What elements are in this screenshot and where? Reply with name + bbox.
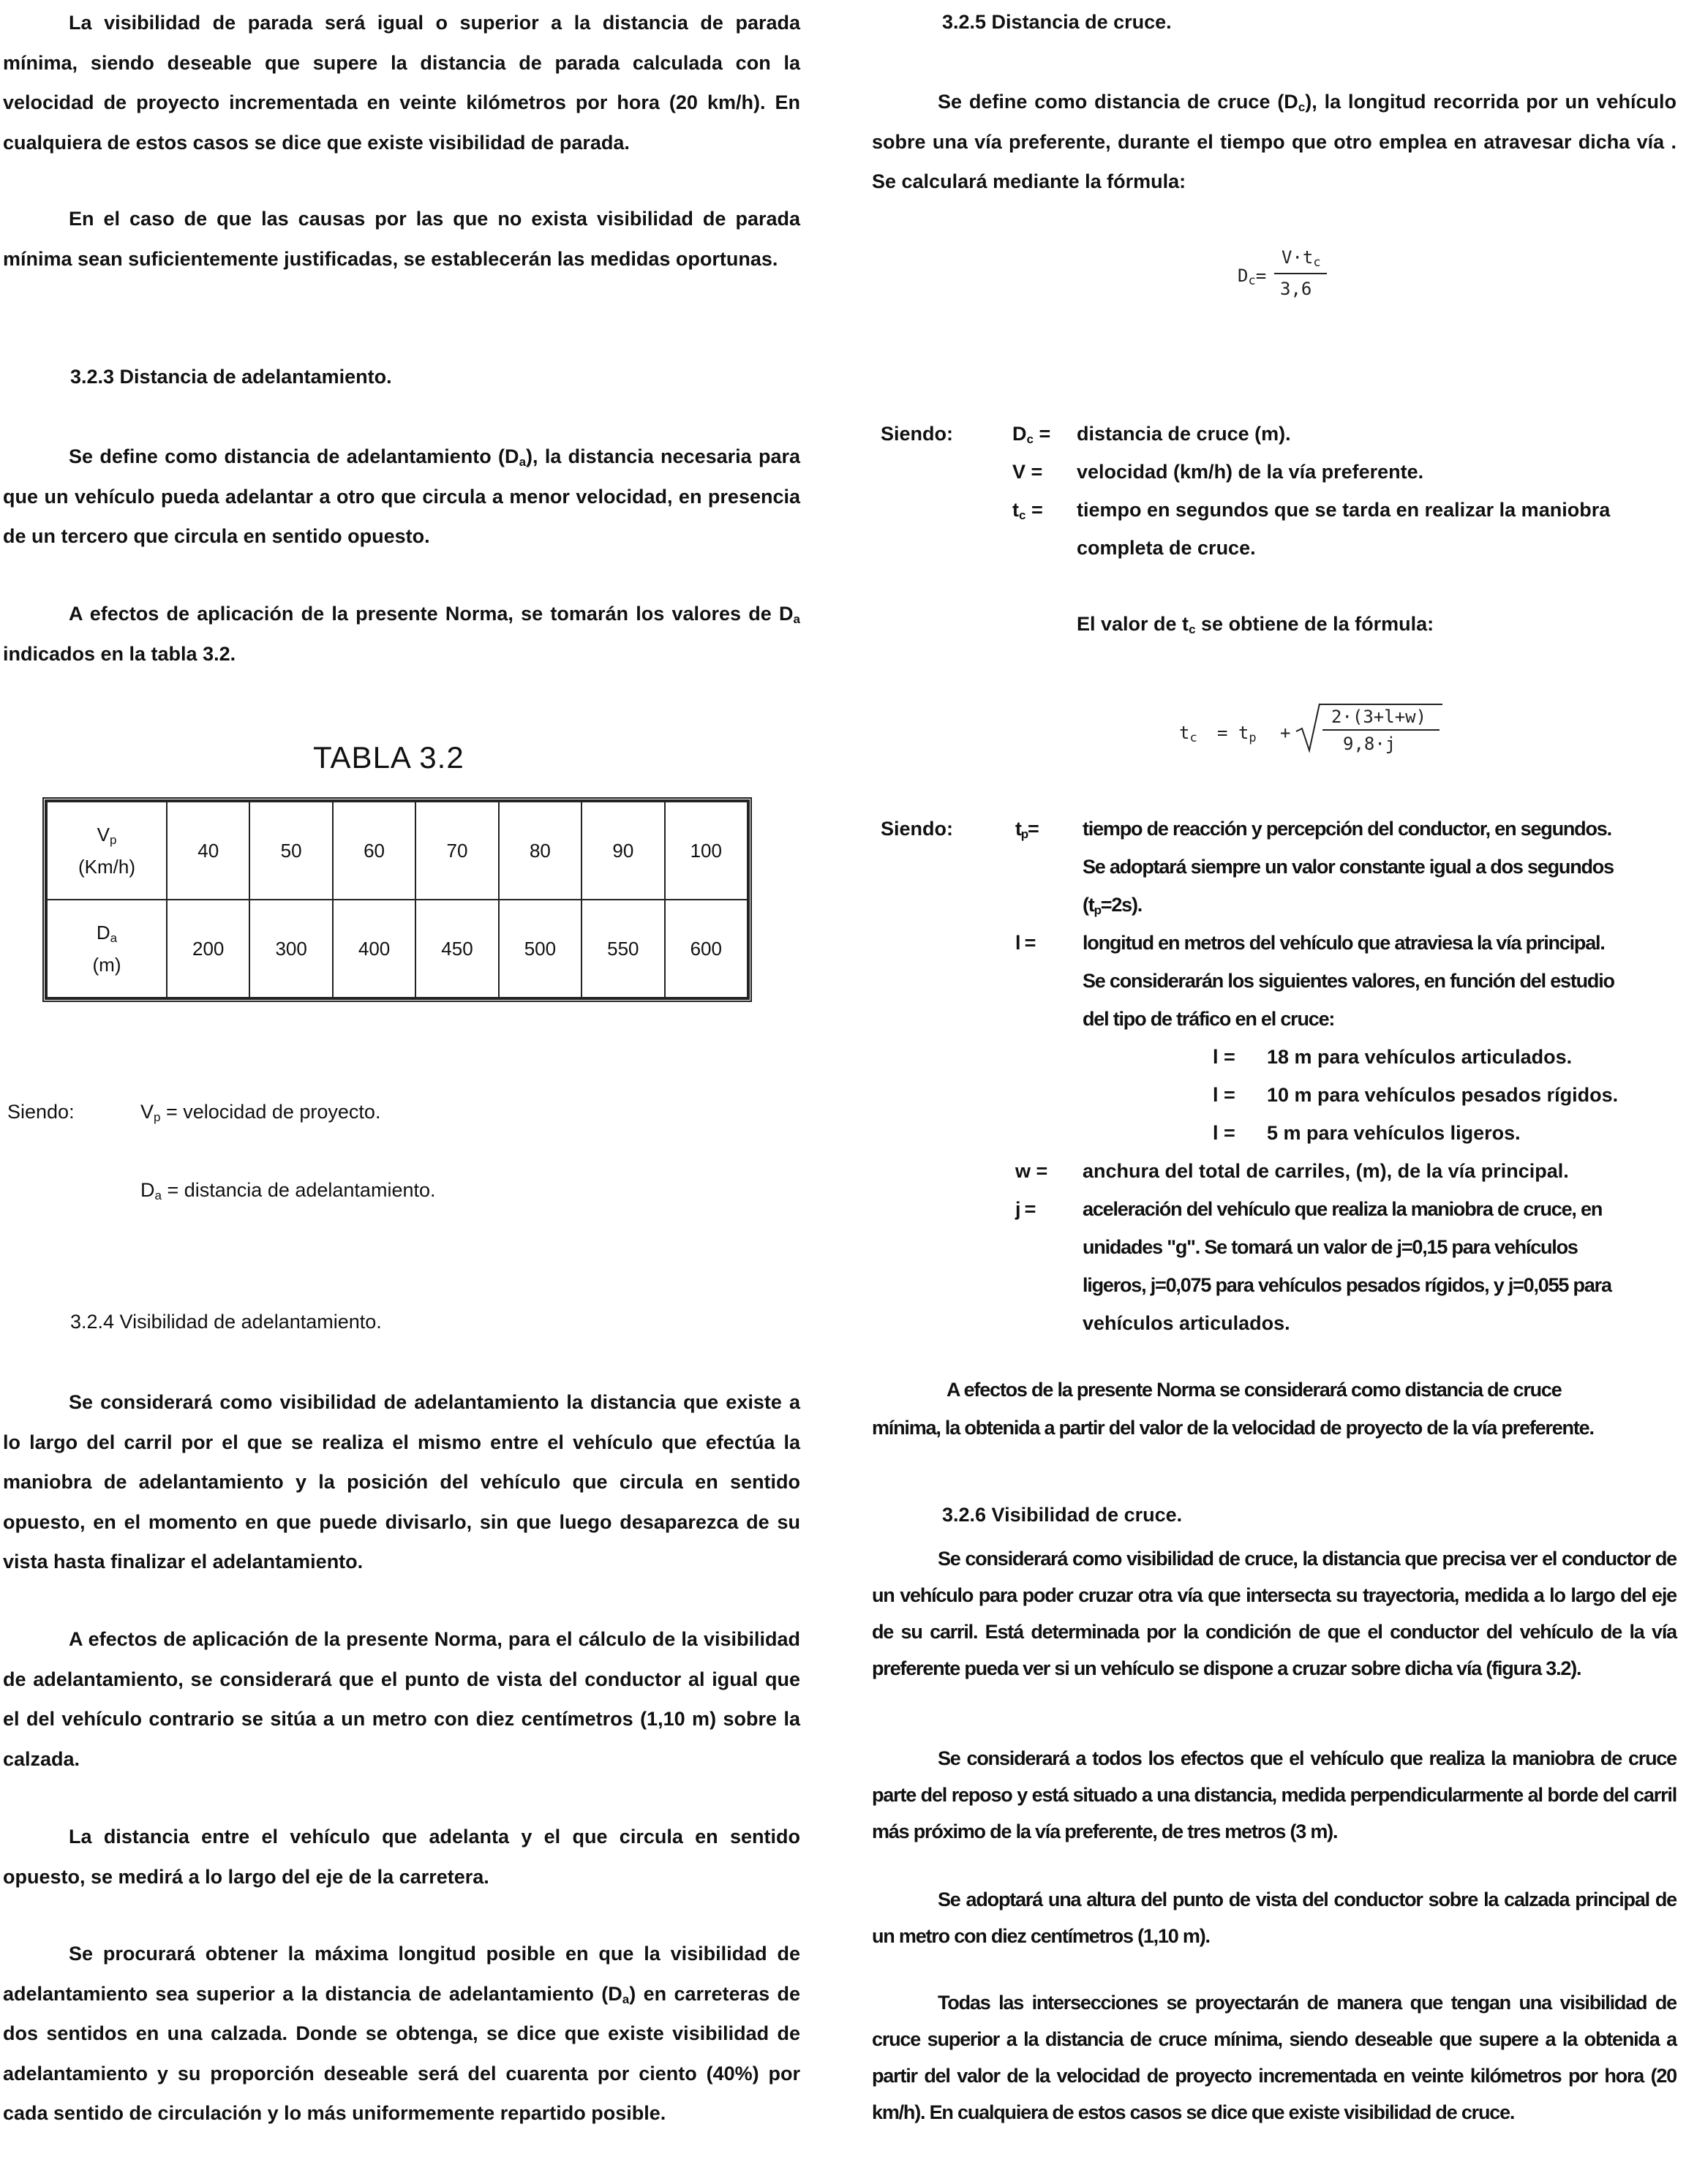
table-cell: 40 [167, 802, 249, 900]
row-header-da: $D_a$ (m) [47, 900, 167, 998]
formula2-tp: = $t_p$ [1217, 723, 1257, 745]
l-option-eq: l = [1213, 1084, 1235, 1106]
def-tp-line2: Se adoptará siempre un valor constante igual a dos segundos [1083, 856, 1614, 878]
table-cell: 550 [582, 900, 664, 998]
table-cell: 80 [499, 802, 582, 900]
overtaking-visibility-paragraph: Se considerará como visibilidad de adelantamiento la distancia que existe a lo largo del carril por el que se realiza el mismo entre el vehículo que efectúa la maniobra de adelantamiento y la posición del vehículo que circula en sentido opuesto, en el momento en que puede divisarlo, sin que luego desaparezca de su vista hasta finalizar el adelantamiento. [3, 1391, 800, 1573]
table-cell: 450 [415, 900, 498, 998]
def-tc-symbol: $t_c$ = [1012, 499, 1043, 522]
siendo-label-2: Siendo: [881, 818, 953, 840]
def-dc-text: distancia de cruce (m). [1077, 423, 1291, 445]
table-cell: 90 [582, 802, 664, 900]
radical-overline [1320, 704, 1442, 705]
intersection-design-paragraph: Todas las intersecciones se proyectarán de manera que tengan una visibilidad de cruce superior a la distancia de cruce mínima, siendo deseable que supere a la obtenida a partir del valor de la velocidad de proyecto incrementada en veinte kilómetros por hora (20 km/h). En cualquiera de estos casos se dice que existe visibilidad de cruce. [872, 1992, 1676, 2123]
stopping-visibility-paragraph: La visibilidad de parada será igual o superior a la distancia de parada mínima, siendo deseable que supere la distancia de parada calculada con la velocidad de proyecto incrementada en veinte kilómetros por hora (20 km/h). En cualquiera de estos casos se dice que existe visibilidad de parada. [3, 12, 800, 154]
def-tp-line3: $(t_p=2s)$. [1083, 894, 1143, 917]
eye-height-paragraph: Se adoptará una altura del punto de vista del conductor sobre la calzada principal de un metro con diez centímetros (1,10 m). [872, 1889, 1676, 1947]
l-option-text: 10 m para vehículos pesados rígidos. [1267, 1084, 1619, 1106]
def-w-symbol: w = [1015, 1160, 1048, 1182]
overtaking-distance-table [42, 797, 752, 1002]
distance-measurement-paragraph: La distancia entre el vehículo que adelanta y el que circula en sentido opuesto, se medirá a lo largo del eje de la carretera. [3, 1826, 800, 1888]
crossing-visibility-paragraph: Se considerará como visibilidad de cruce, la distancia que precisa ver el conductor de un vehículo para poder cruzar otra vía que intersecta su trayectoria, medida a lo largo del eje de su carril. Está determinada por la condición de que el conductor del vehículo de la vía preferente pueda ver si un vehículo se dispone a cruzar sobre dicha vía (figura 3.2). [872, 1548, 1676, 1679]
def-v-text: velocidad (km/h) de la vía preferente. [1077, 461, 1424, 483]
heading-3-2-3: 3.2.3 Distancia de adelantamiento. [70, 366, 392, 388]
row-header-vp: $V_p$ (Km/h) [47, 802, 167, 900]
overtaking-distance-paragraph: Se define como distancia de adelantamiento $(D_a)$, la distancia necesaria para que un vehículo pueda adelantar a otro que circula a menor velocidad, en presencia de un tercero que circula en sentido opuesto. [3, 445, 800, 547]
driver-eye-height-paragraph: A efectos de aplicación de la presente Norma, para el cálculo de la visibilidad de adelantamiento, se considerará que el punto de vista del conductor al igual que el del vehículo contrario se sitúa a un metro con diez centímetros (1,10 m) sobre la calzada. [3, 1628, 800, 1770]
table-cell: 500 [499, 900, 582, 998]
formula1-denominator: 3,6 [1280, 279, 1312, 299]
def-j-line4: vehículos articulados. [1083, 1312, 1290, 1334]
table-title: TABLA 3.2 [313, 740, 464, 775]
justification-paragraph: En el caso de que las causas por las que no exista visibilidad de parada mínima sean suficientemente justificadas, se establecerán las medidas oportunas. [3, 208, 800, 270]
def-j-line3: ligeros, j=0,075 para vehículos pesados rígidos, y j=0,055 para [1083, 1274, 1611, 1296]
tc-formula-intro: El valor de $t_c$ se obtiene de la fórmula: [1077, 613, 1434, 636]
def-j-line2: unidades "g". Se tomará un valor de j=0,15 para vehículos [1083, 1236, 1578, 1258]
table-cell: 400 [333, 900, 415, 998]
formula2-fraction-bar [1322, 729, 1440, 731]
def-j-symbol: j = [1015, 1198, 1036, 1220]
def-l-line1: longitud en metros del vehículo que atraviesa la vía principal. [1083, 932, 1605, 954]
formula1-numerator: $V\cdot t_c$ [1282, 247, 1321, 270]
def-tp-symbol: $t_p=$ [1015, 818, 1039, 841]
def-da: $D_a$ = distancia de adelantamiento. [140, 1179, 436, 1202]
formula2-numerator: 2·(3+l+w) [1331, 707, 1427, 727]
l-option-eq: l = [1213, 1046, 1235, 1068]
table-cell: 60 [333, 802, 415, 900]
formula1-lhs: $D_c=$ [1238, 266, 1267, 288]
siendo-label: Siendo: [7, 1101, 75, 1123]
overtaking-proportion-paragraph: Se procurará obtener la máxima longitud posible en que la visibilidad de adelantamiento sea superior a la distancia de adelantamiento $(D_a)$ en carreteras de dos sentidos en una calzada. Donde se obtenga, se dice que existe visibilidad de adelantamiento y su proporción deseable será del cuarenta por ciento (40%) por cada sentido de circulación y lo más uniformemente repartido posible. [3, 1943, 800, 2124]
min-crossing-line2: mínima, la obtenida a partir del valor de la velocidad de proyecto de la vía preferente. [872, 1417, 1594, 1439]
table-row-distance [47, 900, 748, 998]
def-dc-symbol: $D_c$ = [1012, 423, 1051, 446]
heading-3-2-5: 3.2.5 Distancia de cruce. [942, 11, 1172, 33]
siendo-label-1: Siendo: [881, 423, 953, 445]
formula2-denominator: 9,8·j [1343, 734, 1396, 754]
min-crossing-line1: A efectos de la presente Norma se considerará como distancia de cruce [947, 1379, 1562, 1401]
table-reference-paragraph: A efectos de aplicación de la presente Norma, se tomarán los valores de $D_a$ indicados en la tabla 3.2. [3, 603, 800, 665]
l-option-eq: l = [1213, 1122, 1235, 1144]
table-cell: 70 [415, 802, 498, 900]
def-l-line3: del tipo de tráfico en el cruce: [1083, 1008, 1335, 1030]
crossing-distance-paragraph: Se define como distancia de cruce $(D_c)$, la longitud recorrida por un vehículo sobre una vía preferente, durante el tiempo que otro emplea en atravesar dicha vía . Se calculará mediante la fórmula: [872, 91, 1676, 192]
def-tc-text: tiempo en segundos que se tarda en realizar la maniobra [1077, 499, 1611, 521]
table-cell: 50 [249, 802, 332, 900]
table-cell: 600 [665, 900, 748, 998]
l-option-text: 5 m para vehículos ligeros. [1267, 1122, 1521, 1144]
table-cell: 200 [167, 900, 249, 998]
def-j-line1: aceleración del vehículo que realiza la maniobra de cruce, en [1083, 1198, 1603, 1220]
def-tp-line1: tiempo de reacción y percepción del conductor, en segundos. [1083, 818, 1611, 840]
def-vp: $V_p$ = velocidad de proyecto. [140, 1101, 381, 1124]
table-row-speed [47, 802, 748, 900]
formula1-fraction-bar [1274, 273, 1327, 274]
heading-3-2-4: 3.2.4 Visibilidad de adelantamiento. [70, 1311, 382, 1333]
heading-3-2-6: 3.2.6 Visibilidad de cruce. [942, 1504, 1183, 1526]
l-option-text: 18 m para vehículos articulados. [1267, 1046, 1573, 1068]
def-l-symbol: l = [1015, 932, 1036, 954]
vehicle-start-paragraph: Se considerará a todos los efectos que el vehículo que realiza la maniobra de cruce parte del reposo y está situado a una distancia, medida perpendicularmente al borde del carril más próximo de la vía preferente, de tres metros (3 m). [872, 1747, 1676, 1842]
def-tc-text-cont: completa de cruce. [1077, 537, 1256, 559]
table-cell: 300 [249, 900, 332, 998]
table-cell: 100 [665, 802, 748, 900]
def-v-symbol: V = [1012, 461, 1043, 483]
def-w-text: anchura del total de carriles, (m), de la vía principal. [1083, 1160, 1569, 1182]
def-l-line2: Se considerarán los siguientes valores, en función del estudio [1083, 970, 1614, 992]
radical-sign [1295, 702, 1321, 755]
formula2-plus: + [1280, 723, 1291, 743]
formula2-lhs: $t_c$ [1179, 723, 1197, 745]
